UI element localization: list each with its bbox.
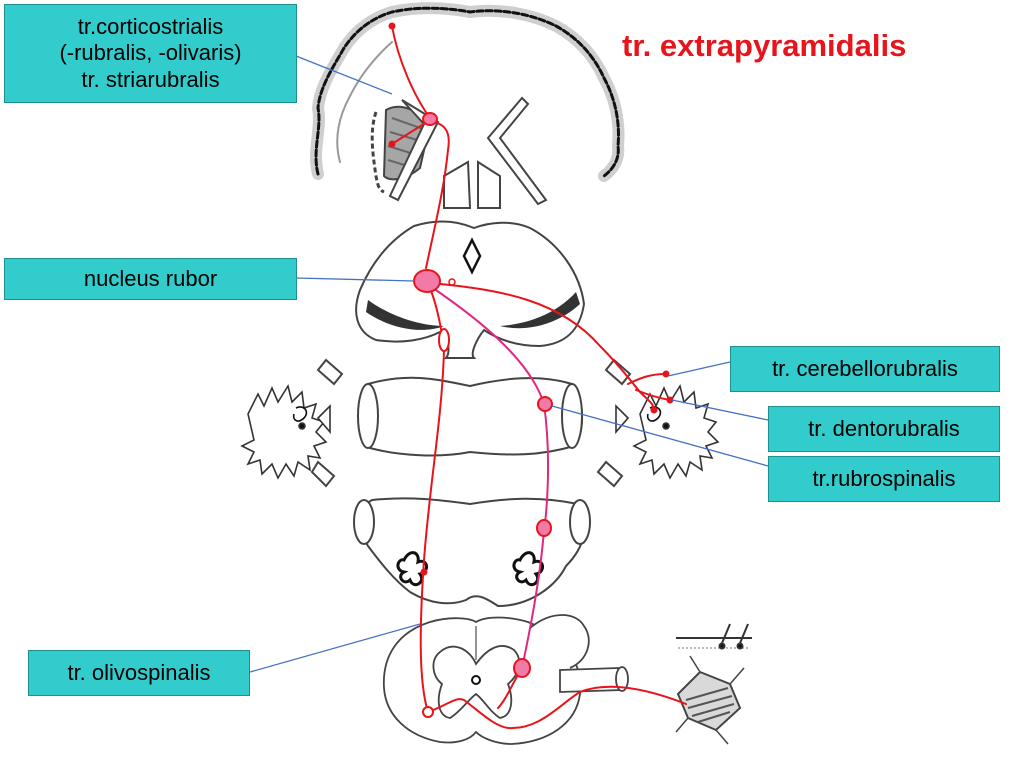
medulla-rubrospinal-marker	[537, 520, 551, 536]
pons-section	[312, 360, 630, 486]
medulla-section	[354, 498, 590, 606]
spinal-rubrospinal-marker	[514, 659, 530, 677]
label-nucleus-rubor: nucleus rubor	[4, 258, 297, 300]
neuromuscular-symbol	[676, 624, 752, 649]
decussation-marker	[439, 329, 449, 351]
label-corticostrialis-line2: (-rubralis, -olivaris)	[59, 40, 242, 66]
pons-rubrospinal-marker	[538, 397, 552, 411]
muscle-spindle	[678, 672, 740, 730]
fastigial-nucleus-right	[663, 423, 669, 429]
effector-region	[676, 624, 752, 744]
midbrain-section	[356, 222, 584, 358]
cerebellar-peduncle-upper-left	[318, 360, 342, 384]
cortex-neuron	[389, 23, 396, 30]
pons-left-cap	[358, 384, 378, 448]
label-corticostrialis-line3: tr. striarubralis	[81, 66, 220, 92]
cerebellar-peduncle-upper-right	[606, 360, 630, 384]
medulla-right-cap	[570, 500, 590, 544]
label-corticostrialis-line1: tr.corticostrialis	[77, 13, 224, 39]
striatal-nucleus	[423, 113, 437, 125]
olive-neuron	[421, 569, 428, 576]
cerebellar-peduncle-lower-left	[312, 462, 334, 486]
medulla-left-cap	[354, 500, 374, 544]
cerebellar-input-3	[651, 407, 658, 414]
label-cerebellorubralis: tr. cerebellorubralis	[730, 346, 1000, 392]
label-dentorubralis: tr. dentorubralis	[768, 406, 1000, 452]
pons-outline	[359, 378, 582, 456]
thalamus-left	[444, 162, 470, 208]
cerebellar-peduncle-lower-right	[598, 462, 622, 486]
nucleus-rubor-marker	[414, 270, 440, 292]
claustrum	[372, 112, 384, 192]
cerebellar-branch	[628, 374, 666, 384]
red-nucleus-output	[449, 279, 455, 285]
fastigial-nucleus-left	[299, 423, 305, 429]
striatal-neuron	[389, 141, 396, 148]
leader-corticostrialis	[296, 56, 392, 94]
inner-contour	[337, 42, 392, 162]
leader-cerebellorubralis	[668, 362, 730, 376]
corticostriatal-fiber	[392, 26, 430, 118]
label-rubrospinalis: tr.rubrospinalis	[768, 456, 1000, 502]
thalamus-right	[478, 162, 500, 208]
medulla-outline	[360, 498, 585, 606]
diagram-title: tr. extrapyramidalis	[622, 28, 907, 63]
pons-right-cap	[562, 384, 582, 448]
central-canal	[472, 676, 480, 684]
label-olivospinalis: tr. olivospinalis	[28, 650, 250, 696]
label-corticostrialis	[4, 4, 297, 103]
dentate-nucleus-left	[242, 386, 326, 478]
motor-neuron	[423, 707, 433, 717]
cerebrum-section	[316, 8, 618, 176]
vermis-right	[616, 406, 628, 432]
cerebral-cortex	[316, 8, 618, 176]
